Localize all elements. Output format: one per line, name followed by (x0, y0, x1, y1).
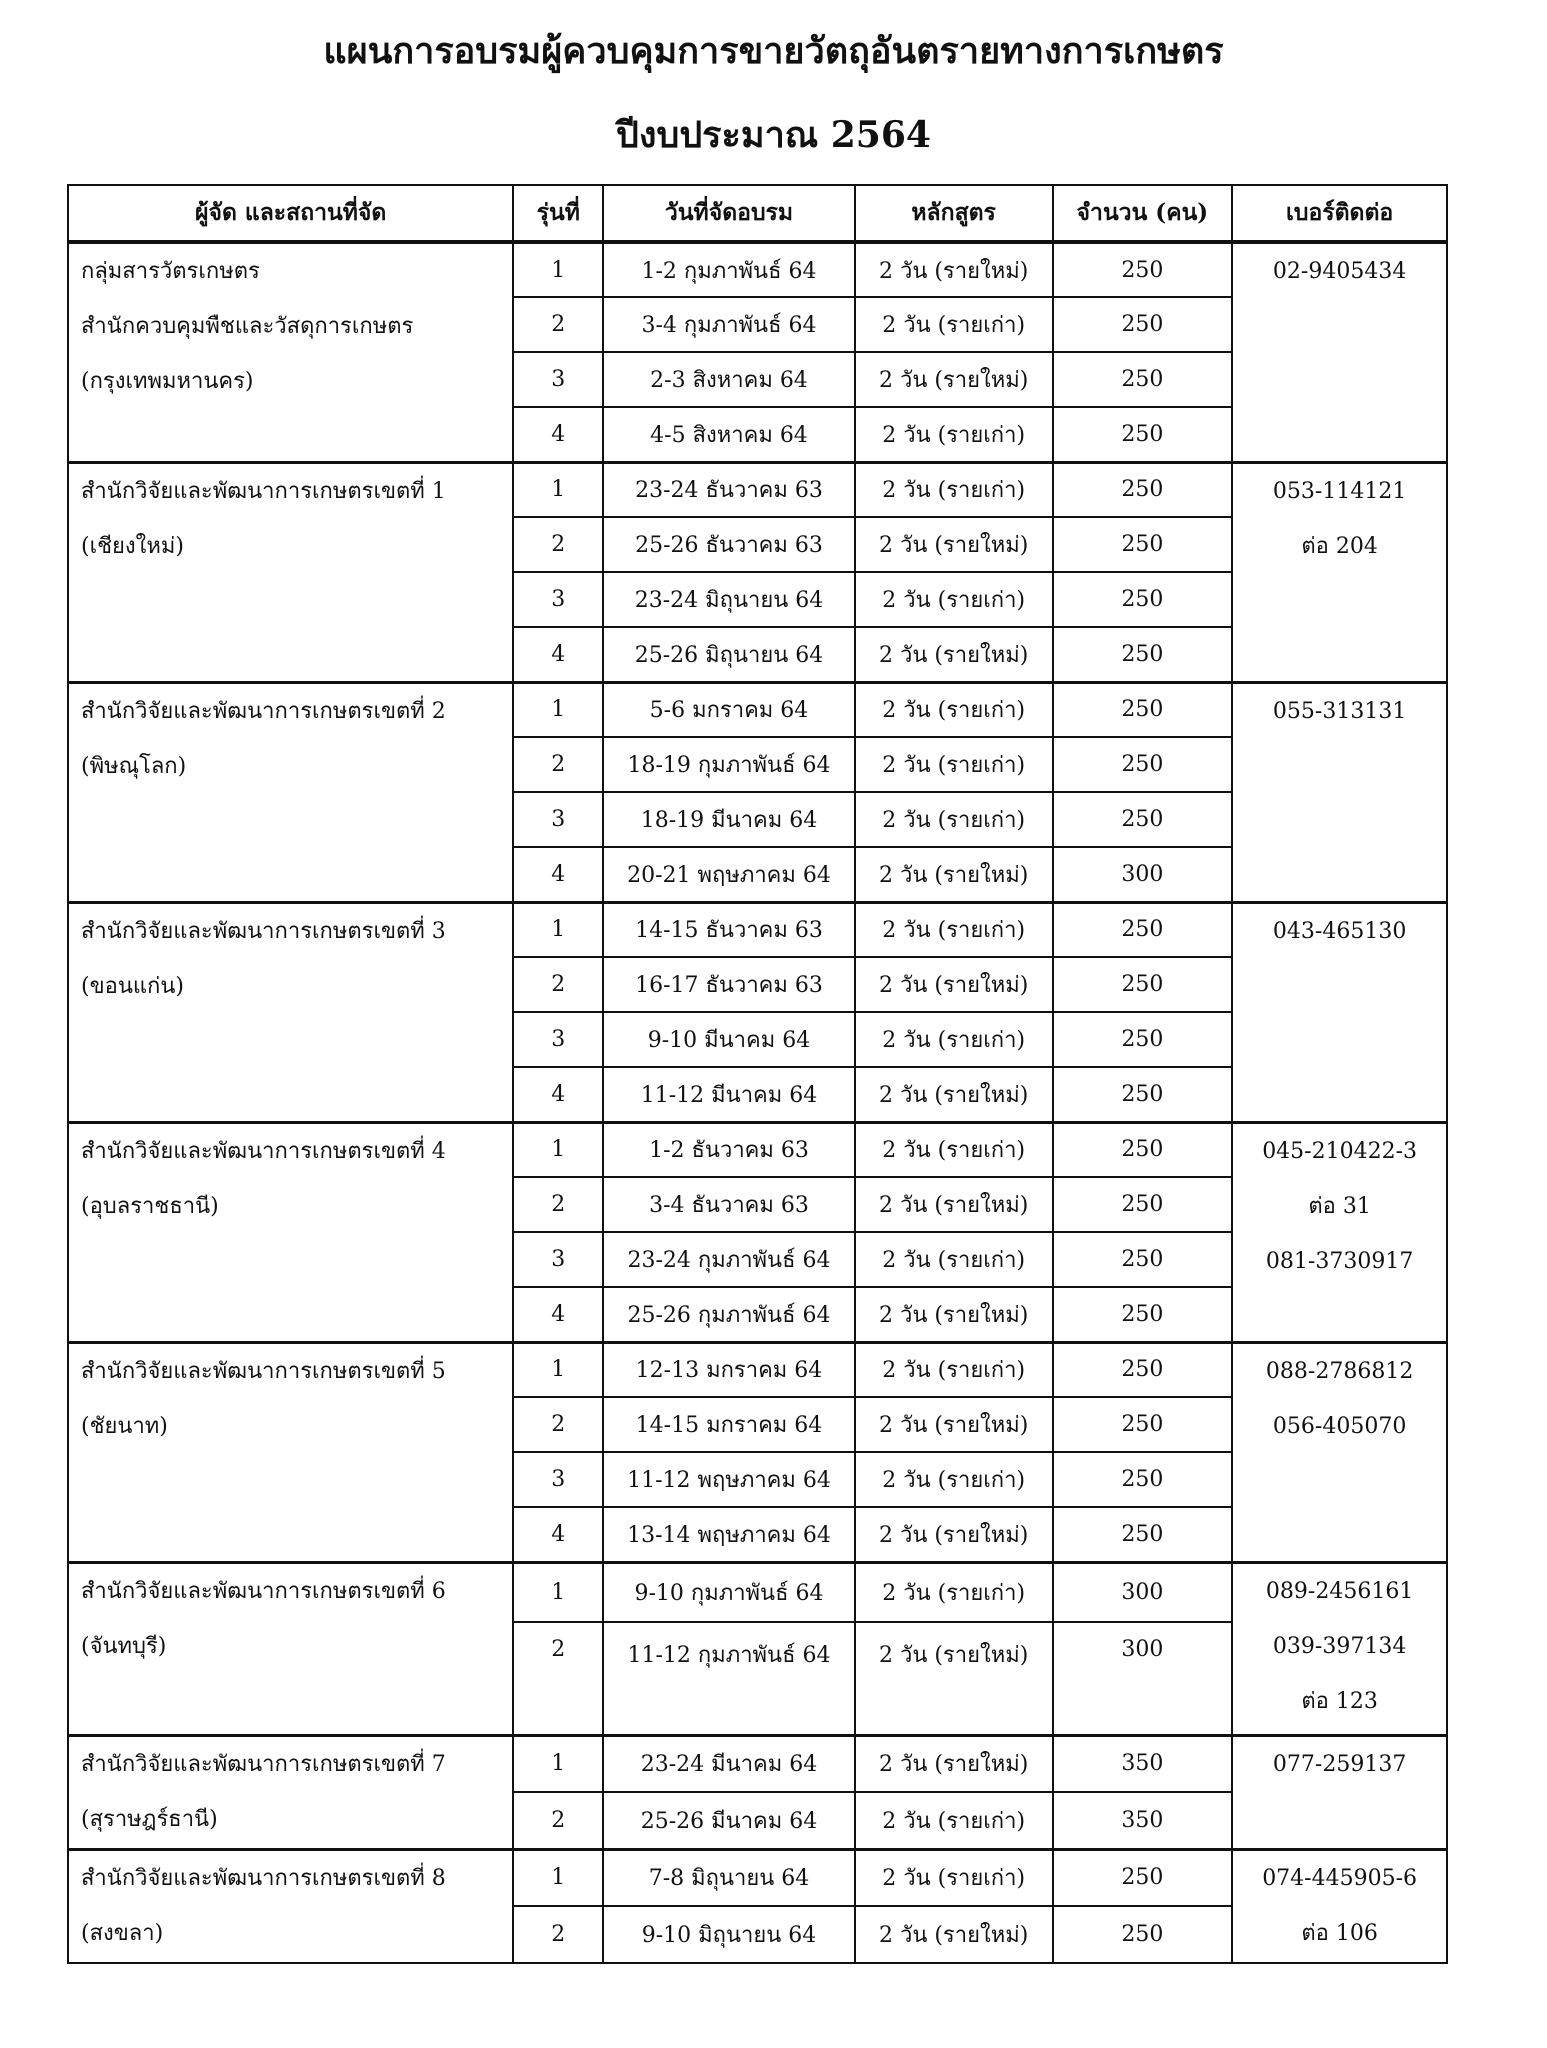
date-cell: 23-24 มิถุนายน 64 (603, 572, 855, 627)
contact-line: ต่อ 204 (1301, 533, 1378, 559)
contact-line: ต่อ 123 (1301, 1688, 1378, 1714)
date-cell: 2-3 สิงหาคม 64 (603, 352, 855, 407)
organizer-line: สำนักวิจัยและพัฒนาการเกษตรเขตที่ 1 (81, 478, 446, 504)
count-cell: 250 (1053, 627, 1233, 682)
count-cell: 250 (1053, 1012, 1233, 1067)
course-cell: 2 วัน (รายเก่า) (855, 407, 1053, 462)
date-cell: 18-19 มีนาคม 64 (603, 792, 855, 847)
batch-cell: 2 (513, 957, 603, 1012)
header-organizer: ผู้จัด และสถานที่จัด (68, 185, 513, 242)
batch-cell: 3 (513, 1012, 603, 1067)
count-cell: 300 (1053, 847, 1233, 902)
batch-cell: 3 (513, 572, 603, 627)
contact-cell (1232, 1562, 1447, 1735)
document-title: แผนการอบรมผู้ควบคุมการขายวัตถุอันตรายทางการเกษตร (323, 30, 1224, 72)
organizer-line: (จันทบุรี) (81, 1633, 167, 1659)
course-cell: 2 วัน (รายเก่า) (855, 297, 1053, 352)
table-row (68, 1122, 1447, 1177)
date-cell: 11-12 พฤษภาคม 64 (603, 1452, 855, 1507)
batch-cell: 1 (513, 242, 603, 297)
count-cell: 250 (1053, 517, 1233, 572)
contact-cell (1232, 242, 1447, 462)
table-row (68, 1735, 1447, 1792)
batch-cell: 4 (513, 627, 603, 682)
count-cell: 350 (1053, 1792, 1233, 1849)
date-cell: 5-6 มกราคม 64 (603, 682, 855, 737)
course-cell: 2 วัน (รายเก่า) (855, 1452, 1053, 1507)
course-cell: 2 วัน (รายใหม่) (855, 242, 1053, 297)
date-cell: 1-2 ธันวาคม 63 (603, 1122, 855, 1177)
table-row (68, 1562, 1447, 1622)
contact-line: 056-405070 (1272, 1413, 1407, 1439)
contact-line: 053-114121 (1272, 478, 1407, 504)
batch-cell: 1 (513, 682, 603, 737)
batch-cell: 2 (513, 737, 603, 792)
date-cell: 1-2 กุมภาพันธ์ 64 (603, 242, 855, 297)
course-cell: 2 วัน (รายใหม่) (855, 352, 1053, 407)
batch-cell: 1 (513, 902, 603, 957)
count-cell: 300 (1053, 1562, 1233, 1622)
contact-line: 074-445905-6 (1262, 1865, 1418, 1891)
organizer-cell (68, 1122, 513, 1342)
date-cell: 23-24 มีนาคม 64 (603, 1735, 855, 1792)
batch-cell: 4 (513, 847, 603, 902)
batch-cell: 2 (513, 1792, 603, 1849)
contact-line: 089-2456161 (1265, 1578, 1414, 1604)
count-cell: 250 (1053, 1849, 1233, 1906)
contact-line: 039-397134 (1272, 1633, 1407, 1659)
course-cell: 2 วัน (รายเก่า) (855, 682, 1053, 737)
count-cell: 250 (1053, 1452, 1233, 1507)
course-cell: 2 วัน (รายใหม่) (855, 1287, 1053, 1342)
batch-cell: 3 (513, 1452, 603, 1507)
date-cell: 7-8 มิถุนายน 64 (603, 1849, 855, 1906)
count-cell: 250 (1053, 1067, 1233, 1122)
date-cell: 23-24 กุมภาพันธ์ 64 (603, 1232, 855, 1287)
batch-cell: 3 (513, 352, 603, 407)
course-cell: 2 วัน (รายใหม่) (855, 1397, 1053, 1452)
organizer-cell (68, 1849, 513, 1963)
contact-cell (1232, 1735, 1447, 1849)
header-date: วันที่จัดอบรม (603, 185, 855, 242)
header-count: จำนวน (คน) (1053, 185, 1233, 242)
date-cell: 20-21 พฤษภาคม 64 (603, 847, 855, 902)
contact-line: 077-259137 (1272, 1751, 1407, 1777)
table-row (68, 462, 1447, 517)
date-cell: 12-13 มกราคม 64 (603, 1342, 855, 1397)
batch-cell: 1 (513, 1849, 603, 1906)
table-header-row (68, 185, 1447, 242)
count-cell: 250 (1053, 902, 1233, 957)
batch-cell: 1 (513, 462, 603, 517)
date-cell: 18-19 กุมภาพันธ์ 64 (603, 737, 855, 792)
course-cell: 2 วัน (รายใหม่) (855, 957, 1053, 1012)
organizer-line: สำนักวิจัยและพัฒนาการเกษตรเขตที่ 5 (81, 1358, 446, 1384)
course-cell: 2 วัน (รายเก่า) (855, 1562, 1053, 1622)
organizer-cell (68, 902, 513, 1122)
course-cell: 2 วัน (รายเก่า) (855, 1232, 1053, 1287)
course-cell: 2 วัน (รายเก่า) (855, 792, 1053, 847)
batch-cell: 4 (513, 1287, 603, 1342)
count-cell: 250 (1053, 352, 1233, 407)
count-cell: 250 (1053, 407, 1233, 462)
count-cell: 250 (1053, 242, 1233, 297)
date-cell: 16-17 ธันวาคม 63 (603, 957, 855, 1012)
date-cell: 4-5 สิงหาคม 64 (603, 407, 855, 462)
date-cell: 9-10 มีนาคม 64 (603, 1012, 855, 1067)
date-cell: 25-26 ธันวาคม 63 (603, 517, 855, 572)
count-cell: 250 (1053, 462, 1233, 517)
date-cell: 3-4 กุมภาพันธ์ 64 (603, 297, 855, 352)
course-cell: 2 วัน (รายเก่า) (855, 1342, 1053, 1397)
header-course: หลักสูตร (855, 185, 1053, 242)
contact-cell (1232, 1122, 1447, 1342)
course-cell: 2 วัน (รายเก่า) (855, 1122, 1053, 1177)
contact-line: 043-465130 (1272, 918, 1407, 944)
course-cell: 2 วัน (รายเก่า) (855, 1792, 1053, 1849)
organizer-cell (68, 1342, 513, 1562)
count-cell: 250 (1053, 792, 1233, 847)
date-cell: 11-12 กุมภาพันธ์ 64 (603, 1622, 855, 1735)
course-cell: 2 วัน (รายใหม่) (855, 1622, 1053, 1735)
organizer-cell (68, 682, 513, 902)
count-cell: 250 (1053, 572, 1233, 627)
contact-cell (1232, 682, 1447, 902)
batch-cell: 2 (513, 517, 603, 572)
date-cell: 23-24 ธันวาคม 63 (603, 462, 855, 517)
training-schedule-table (67, 184, 1448, 1964)
contact-line: 088-2786812 (1265, 1358, 1414, 1384)
batch-cell: 1 (513, 1342, 603, 1397)
header-contact: เบอร์ติดต่อ (1232, 185, 1447, 242)
date-cell: 25-26 มีนาคม 64 (603, 1792, 855, 1849)
course-cell: 2 วัน (รายใหม่) (855, 627, 1053, 682)
course-cell: 2 วัน (รายเก่า) (855, 737, 1053, 792)
organizer-cell (68, 1562, 513, 1735)
batch-cell: 4 (513, 1067, 603, 1122)
organizer-line: สำนักควบคุมพืชและวัสดุการเกษตร (81, 314, 414, 339)
count-cell: 250 (1053, 1287, 1233, 1342)
course-cell: 2 วัน (รายใหม่) (855, 1507, 1053, 1562)
count-cell: 250 (1053, 1342, 1233, 1397)
count-cell: 250 (1053, 1507, 1233, 1562)
count-cell: 250 (1053, 1397, 1233, 1452)
date-cell: 3-4 ธันวาคม 63 (603, 1177, 855, 1232)
date-cell: 13-14 พฤษภาคม 64 (603, 1507, 855, 1562)
batch-cell: 2 (513, 297, 603, 352)
contact-line: ต่อ 31 (1308, 1193, 1371, 1219)
count-cell: 250 (1053, 297, 1233, 352)
course-cell: 2 วัน (รายเก่า) (855, 902, 1053, 957)
course-cell: 2 วัน (รายเก่า) (855, 572, 1053, 627)
organizer-line: (ขอนแก่น) (81, 973, 184, 999)
count-cell: 300 (1053, 1622, 1233, 1735)
course-cell: 2 วัน (รายใหม่) (855, 1177, 1053, 1232)
date-cell: 9-10 กุมภาพันธ์ 64 (603, 1562, 855, 1622)
organizer-line: สำนักวิจัยและพัฒนาการเกษตรเขตที่ 3 (81, 918, 446, 944)
course-cell: 2 วัน (รายเก่า) (855, 462, 1053, 517)
batch-cell: 1 (513, 1735, 603, 1792)
contact-line: 055-313131 (1272, 698, 1407, 724)
date-cell: 14-15 ธันวาคม 63 (603, 902, 855, 957)
contact-cell (1232, 902, 1447, 1122)
organizer-line: สำนักวิจัยและพัฒนาการเกษตรเขตที่ 2 (81, 698, 446, 724)
contact-cell (1232, 1342, 1447, 1562)
batch-cell: 2 (513, 1622, 603, 1735)
contact-line: 02-9405434 (1272, 259, 1407, 284)
organizer-line: สำนักวิจัยและพัฒนาการเกษตรเขตที่ 7 (81, 1751, 446, 1777)
organizer-line: สำนักวิจัยและพัฒนาการเกษตรเขตที่ 4 (81, 1138, 446, 1164)
organizer-line: สำนักวิจัยและพัฒนาการเกษตรเขตที่ 8 (81, 1865, 446, 1891)
organizer-line: (กรุงเทพมหานคร) (81, 369, 254, 394)
course-cell: 2 วัน (รายใหม่) (855, 1906, 1053, 1963)
document-subtitle: ปีงบประมาณ 2564 (616, 114, 931, 156)
count-cell: 250 (1053, 1122, 1233, 1177)
date-cell: 11-12 มีนาคม 64 (603, 1067, 855, 1122)
count-cell: 350 (1053, 1735, 1233, 1792)
batch-cell: 1 (513, 1122, 603, 1177)
table-row (68, 1342, 1447, 1397)
organizer-cell (68, 242, 513, 462)
contact-line: 081-3730917 (1265, 1248, 1414, 1274)
count-cell: 250 (1053, 1906, 1233, 1963)
course-cell: 2 วัน (รายใหม่) (855, 1067, 1053, 1122)
batch-cell: 4 (513, 407, 603, 462)
batch-cell: 2 (513, 1177, 603, 1232)
count-cell: 250 (1053, 957, 1233, 1012)
count-cell: 250 (1053, 1232, 1233, 1287)
organizer-line: (พิษณุโลก) (81, 753, 187, 779)
batch-cell: 3 (513, 1232, 603, 1287)
count-cell: 250 (1053, 682, 1233, 737)
table-row (68, 682, 1447, 737)
table-row (68, 902, 1447, 957)
organizer-line: (ชัยนาท) (81, 1413, 168, 1439)
table-row (68, 1849, 1447, 1906)
batch-cell: 4 (513, 1507, 603, 1562)
organizer-line: สำนักวิจัยและพัฒนาการเกษตรเขตที่ 6 (81, 1578, 446, 1604)
organizer-line: (เชียงใหม่) (81, 533, 184, 559)
contact-line: ต่อ 106 (1301, 1920, 1378, 1946)
count-cell: 250 (1053, 1177, 1233, 1232)
batch-cell: 2 (513, 1397, 603, 1452)
date-cell: 25-26 กุมภาพันธ์ 64 (603, 1287, 855, 1342)
batch-cell: 1 (513, 1562, 603, 1622)
organizer-cell (68, 462, 513, 682)
header-batch: รุ่นที่ (513, 185, 603, 242)
date-cell: 25-26 มิถุนายน 64 (603, 627, 855, 682)
course-cell: 2 วัน (รายใหม่) (855, 1735, 1053, 1792)
course-cell: 2 วัน (รายเก่า) (855, 1012, 1053, 1067)
date-cell: 9-10 มิถุนายน 64 (603, 1906, 855, 1963)
course-cell: 2 วัน (รายเก่า) (855, 1849, 1053, 1906)
organizer-line: (อุบลราชธานี) (81, 1193, 219, 1219)
contact-cell (1232, 1849, 1447, 1963)
contact-line: 045-210422-3 (1262, 1138, 1418, 1164)
contact-cell (1232, 462, 1447, 682)
organizer-cell (68, 1735, 513, 1849)
table-row (68, 242, 1447, 297)
batch-cell: 3 (513, 792, 603, 847)
date-cell: 14-15 มกราคม 64 (603, 1397, 855, 1452)
course-cell: 2 วัน (รายใหม่) (855, 517, 1053, 572)
course-cell: 2 วัน (รายใหม่) (855, 847, 1053, 902)
organizer-line: (สุราษฎร์ธานี) (81, 1806, 218, 1832)
batch-cell: 2 (513, 1906, 603, 1963)
count-cell: 250 (1053, 737, 1233, 792)
organizer-line: กลุ่มสารวัตรเกษตร (81, 259, 260, 284)
organizer-line: (สงขลา) (81, 1920, 164, 1946)
